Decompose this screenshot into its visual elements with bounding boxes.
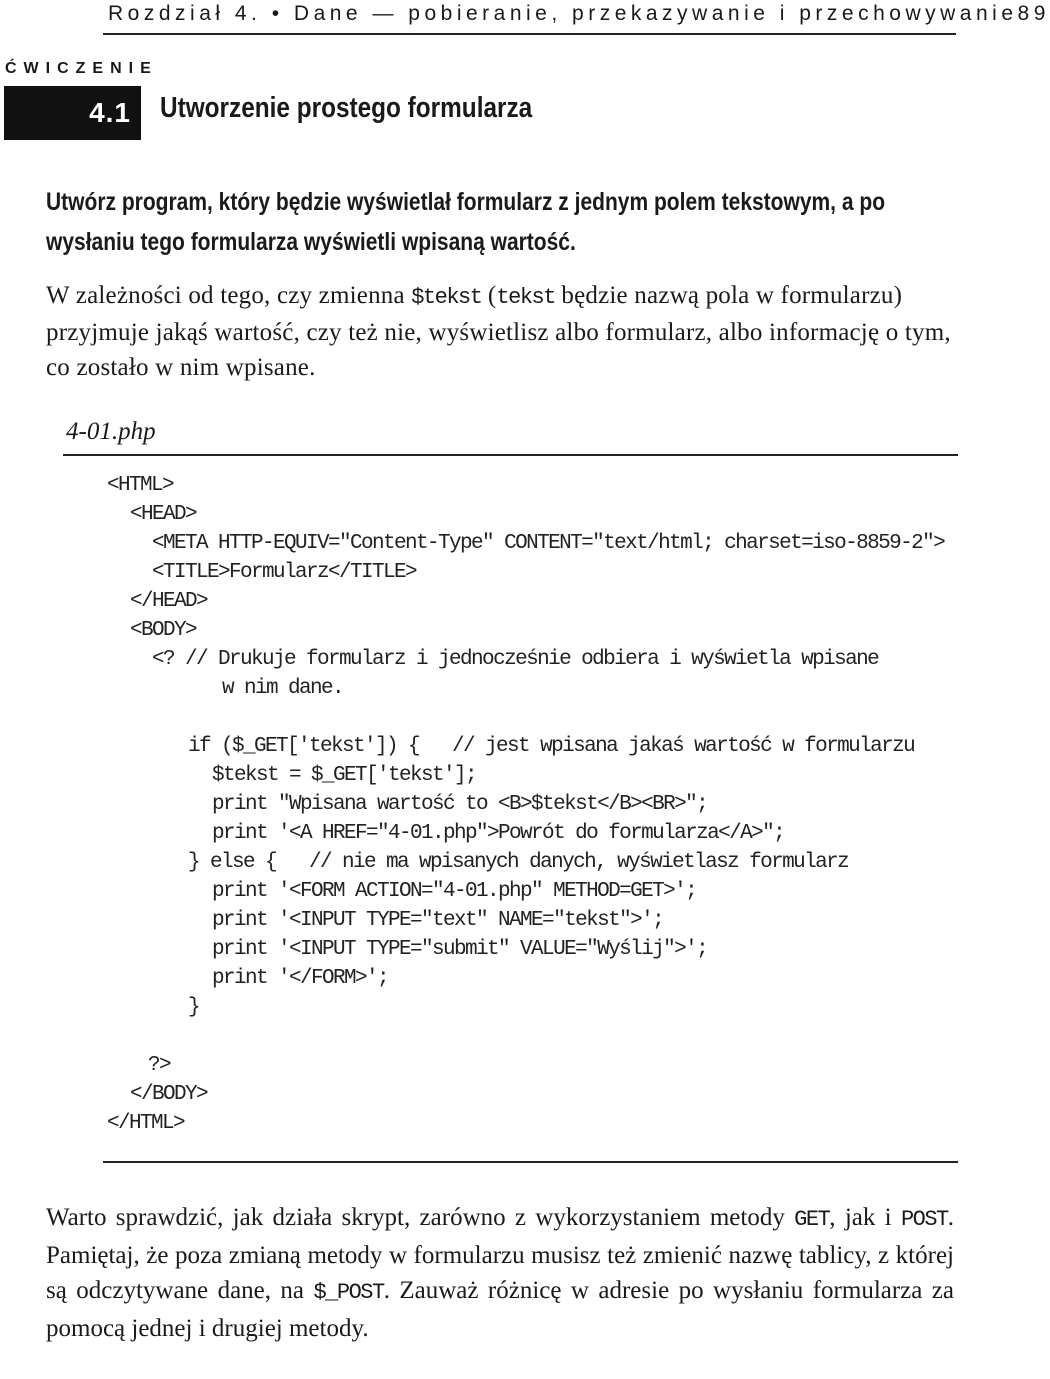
code-line: <? // Drukuje formularz i jednocześnie odbiera i wyświetla wpisane <box>152 648 879 671</box>
running-header <box>108 2 1050 34</box>
exercise-number: 4.1 <box>89 97 131 128</box>
listing-filename: 4-01.php <box>66 418 156 445</box>
listing-rule-bottom <box>103 1161 958 1163</box>
code-line: print "Wpisana wartość to <B>$tekst</B><BR>"; <box>212 793 708 816</box>
code-line: print '</FORM>'; <box>212 967 389 990</box>
code-line: } else { // nie ma wpisanych danych, wyświetlasz formularz <box>188 851 849 874</box>
exercise-title: Utworzenie prostego formularza <box>160 92 533 124</box>
code-line: <BODY> <box>130 619 197 642</box>
outro-code-3: $_POST <box>313 1280 384 1305</box>
code-line: <HEAD> <box>130 503 197 526</box>
code-line: <TITLE>Formularz</TITLE> <box>152 561 417 584</box>
code-line: } <box>188 996 200 1019</box>
code-line: </HEAD> <box>130 590 208 613</box>
intro-text-1: W zależności od tego, czy zmienna <box>46 282 412 309</box>
code-line: </HTML> <box>107 1112 185 1135</box>
code-line: w nim dane. <box>222 677 344 700</box>
outro-text-1: Warto sprawdzić, jak działa skrypt, zarówno z wykorzystaniem metody <box>46 1204 795 1231</box>
intro-text-3: będzie nazwą pola w formularzu) przyjmuje jakąś wartość, czy też nie, wyświetlisz albo formularz, albo informację o tym, co zostało w nim wpisane. <box>46 282 951 381</box>
outro-text-3: . Pamiętaj, że poza zmianą metody w formularzu musisz też zmienić nazwę tablicy, z której są odczytywane dane, na <box>46 1204 954 1304</box>
header-rule <box>103 33 956 35</box>
code-line: </BODY> <box>130 1083 208 1106</box>
code-line: if ($_GET['tekst']) { // jest wpisana jakaś wartość w formularzu <box>188 735 915 758</box>
page-number: 89 <box>1017 2 1050 25</box>
outro-paragraph <box>46 1200 954 1346</box>
code-line: <META HTTP-EQUIV="Content-Type" CONTENT="text/html; charset=iso-8859-2"> <box>152 532 945 555</box>
exercise-task: Utwórz program, który będzie wyświetlał formularz z jednym polem tekstowym, a po wysłaniu tego formularza wyświetli wpisaną wartość. <box>46 188 886 256</box>
intro-code-1: $tekst <box>411 285 482 310</box>
intro-text-2: ( <box>481 282 497 309</box>
code-line: <HTML> <box>107 474 174 497</box>
outro-code-2: POST <box>900 1207 948 1232</box>
code-line: print '<A HREF="4-01.php">Powrót do formularza</A>"; <box>212 822 785 845</box>
code-line: ?> <box>148 1054 171 1077</box>
code-line: $tekst = $_GET['tekst']; <box>212 764 477 787</box>
outro-code-1: GET <box>794 1207 830 1232</box>
intro-code-2: tekst <box>496 285 555 310</box>
outro-text-4: . Zauważ różnicę w adresie po wysłaniu formularza za pomocą jednej i drugiej metody. <box>46 1277 954 1342</box>
exercise-number-badge <box>4 86 141 140</box>
intro-paragraph <box>46 278 958 385</box>
exercise-label: ĆWICZENIE <box>5 60 158 77</box>
listing-rule-top <box>63 454 958 456</box>
code-line: print '<FORM ACTION="4-01.php" METHOD=GET>'; <box>212 880 697 903</box>
chapter-title: Rozdział 4. • Dane — pobieranie, przekazywanie i przechowywanie <box>108 2 1018 25</box>
outro-text-2: , jak i <box>829 1204 901 1231</box>
code-line: print '<INPUT TYPE="text" NAME="tekst">'; <box>212 909 664 932</box>
code-line: print '<INPUT TYPE="submit" VALUE="Wyślij">'; <box>212 938 708 961</box>
